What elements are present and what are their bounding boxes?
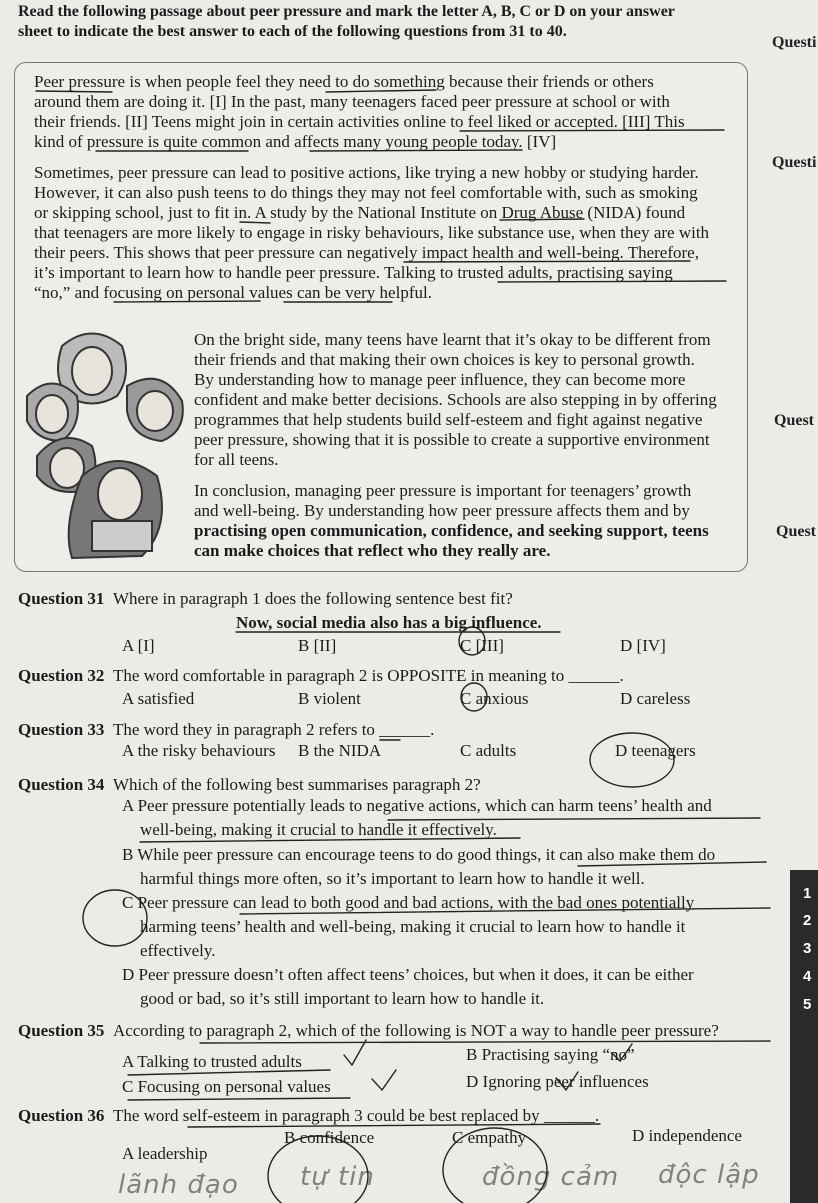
passage-line: “no,” and focusing on personal values can be very helpful. xyxy=(34,283,432,302)
option-c-line[interactable]: C Peer pressure can lead to both good and bad actions, with the bad ones potentially xyxy=(122,893,695,912)
option-a[interactable]: A the risky behaviours xyxy=(122,741,276,760)
handwritten-note: độc lập xyxy=(658,1160,760,1190)
question-text: The word comfortable in paragraph 2 is OPPOSITE in meaning to ______. xyxy=(112,666,624,685)
option-b[interactable]: B [II] xyxy=(298,636,337,655)
question-text: According to paragraph 2, which of the following is NOT a way to handle peer pressure? xyxy=(112,1021,719,1040)
option-d-line[interactable]: good or bad, so it’s still important to learn how to handle it. xyxy=(140,989,545,1008)
side-question-label: Questi xyxy=(772,34,817,51)
instructions-line-2: sheet to indicate the best answer to each of the following questions from 31 to 40. xyxy=(18,23,567,40)
option-a-line[interactable]: well-being, making it crucial to handle it effectively. xyxy=(140,820,497,839)
option-d-line[interactable]: D Peer pressure doesn’t often affect teens’ choices, but when it does, it can be either xyxy=(122,965,694,984)
passage-line: However, it can also push teens to do things they may not feel comfortable with, such as smoking xyxy=(34,183,698,202)
passage-line: Sometimes, peer pressure can lead to positive actions, like trying a new hobby or studying harder. xyxy=(34,163,699,182)
passage-line: By understanding how to manage peer influence, they can become more xyxy=(194,370,686,389)
option-d[interactable]: D independence xyxy=(632,1126,742,1145)
option-a[interactable]: A [I] xyxy=(122,636,155,655)
question-text: Which of the following best summarises paragraph 2? xyxy=(112,775,481,794)
handwritten-note: đồng cảm xyxy=(482,1162,620,1192)
question-35 xyxy=(18,1021,719,1041)
question-33 xyxy=(18,720,434,740)
option-c[interactable]: C Focusing on personal values xyxy=(122,1077,331,1096)
side-question-label: Questi xyxy=(772,154,817,171)
question-32 xyxy=(18,666,624,686)
question-label: Question 31 xyxy=(18,589,105,608)
question-text: The word self-esteem in paragraph 3 could be best replaced by ______. xyxy=(112,1106,600,1125)
question-text: Where in paragraph 1 does the following sentence best fit? xyxy=(112,589,513,608)
passage-line: programmes that help students build self-esteem and fight against negative xyxy=(194,410,703,429)
passage-line: and well-being. By understanding how peer pressure affects them and by xyxy=(194,501,690,520)
passage-line: it’s important to learn how to handle peer pressure. Talking to trusted adults, practising saying xyxy=(34,263,673,282)
question-label: Question 36 xyxy=(18,1106,105,1125)
question-text: The word they in paragraph 2 refers to ______. xyxy=(112,720,435,739)
option-d[interactable]: D teenagers xyxy=(615,741,696,760)
option-c-line[interactable]: harming teens’ health and well-being, making it crucial to learn how to handle it xyxy=(140,917,686,936)
passage-line: their peers. This shows that peer pressure can negatively impact health and well-being. Therefore, xyxy=(34,243,699,262)
question-label: Question 35 xyxy=(18,1021,105,1040)
passage-line: that teenagers are more likely to engage in risky behaviours, like substance use, when they are with xyxy=(34,223,710,242)
question-36 xyxy=(18,1106,599,1126)
passage-line: around them are doing it. [I] In the past, many teenagers faced peer pressure at school or with xyxy=(34,92,670,111)
handwritten-note: tự tin xyxy=(300,1162,375,1192)
option-a[interactable]: A leadership xyxy=(122,1144,208,1163)
option-c[interactable]: C anxious xyxy=(460,689,529,708)
option-c-line[interactable]: effectively. xyxy=(140,941,216,960)
option-d[interactable]: D careless xyxy=(620,689,691,708)
option-a[interactable]: A satisfied xyxy=(122,689,195,708)
passage-line: kind of pressure is quite common and affects many young people today. [IV] xyxy=(34,132,557,151)
option-c[interactable]: C empathy xyxy=(452,1128,527,1147)
instructions-line-1: Read the following passage about peer pressure and mark the letter A, B, C or D on your answer xyxy=(18,3,675,20)
passage-line: confident and make better decisions. Schools are also stepping in by offering xyxy=(194,390,717,409)
option-a-line[interactable]: A Peer pressure potentially leads to negative actions, which can harm teens’ health and xyxy=(122,796,712,815)
option-b[interactable]: B Practising saying “no” xyxy=(466,1045,635,1064)
edge-number: 1 xyxy=(803,885,812,902)
passage-line: In conclusion, managing peer pressure is important for teenagers’ growth xyxy=(194,481,692,500)
edge-number: 4 xyxy=(803,968,812,985)
passage-line: On the bright side, many teens have learnt that it’s okay to be different from xyxy=(194,330,711,349)
handwritten-note: lãnh đạo xyxy=(118,1170,239,1200)
option-b[interactable]: B violent xyxy=(298,689,361,708)
passage-line: for all teens. xyxy=(194,450,279,469)
passage-line: or skipping school, just to fit in. A study by the National Institute on Drug Abuse (NIDA) found xyxy=(34,203,686,222)
question-label: Question 32 xyxy=(18,666,105,685)
question-label: Question 33 xyxy=(18,720,105,739)
passage-line: their friends. [II] Teens might join in certain activities online to feel liked or accepted. [III] This xyxy=(34,112,685,131)
edge-number: 5 xyxy=(803,996,812,1013)
option-b[interactable]: B confidence xyxy=(284,1128,375,1147)
passage-line: practising open communication, confidence, and seeking support, teens xyxy=(194,521,709,540)
option-a[interactable]: A Talking to trusted adults xyxy=(122,1052,302,1071)
side-question-label: Quest xyxy=(776,523,816,540)
option-b-line[interactable]: B While peer pressure can encourage teens to do good things, it can also make them do xyxy=(122,845,716,864)
question-label: Question 34 xyxy=(18,775,105,794)
edge-number: 3 xyxy=(803,940,812,957)
option-d[interactable]: D [IV] xyxy=(620,636,666,655)
option-d[interactable]: D Ignoring peer influences xyxy=(466,1072,649,1091)
passage-line: can make choices that reflect who they really are. xyxy=(194,541,551,560)
option-b[interactable]: B the NIDA xyxy=(298,741,382,760)
teens-illustration xyxy=(22,326,190,564)
question-31 xyxy=(18,589,513,609)
inserted-sentence: Now, social media also has a big influence. xyxy=(236,613,542,632)
option-b-line[interactable]: harmful things more often, so it’s important to learn how to handle it well. xyxy=(140,869,645,888)
option-c[interactable]: C [III] xyxy=(460,636,504,655)
passage-line: Peer pressure is when people feel they need to do something because their friends or others xyxy=(34,72,654,91)
passage-line: peer pressure, showing that it is possible to create a supportive environment xyxy=(194,430,710,449)
option-c[interactable]: C adults xyxy=(460,741,517,760)
passage-line: their friends and that making their own choices is key to personal growth. xyxy=(194,350,695,369)
side-question-label: Quest xyxy=(774,412,814,429)
question-34 xyxy=(18,775,481,795)
edge-number: 2 xyxy=(803,912,812,929)
